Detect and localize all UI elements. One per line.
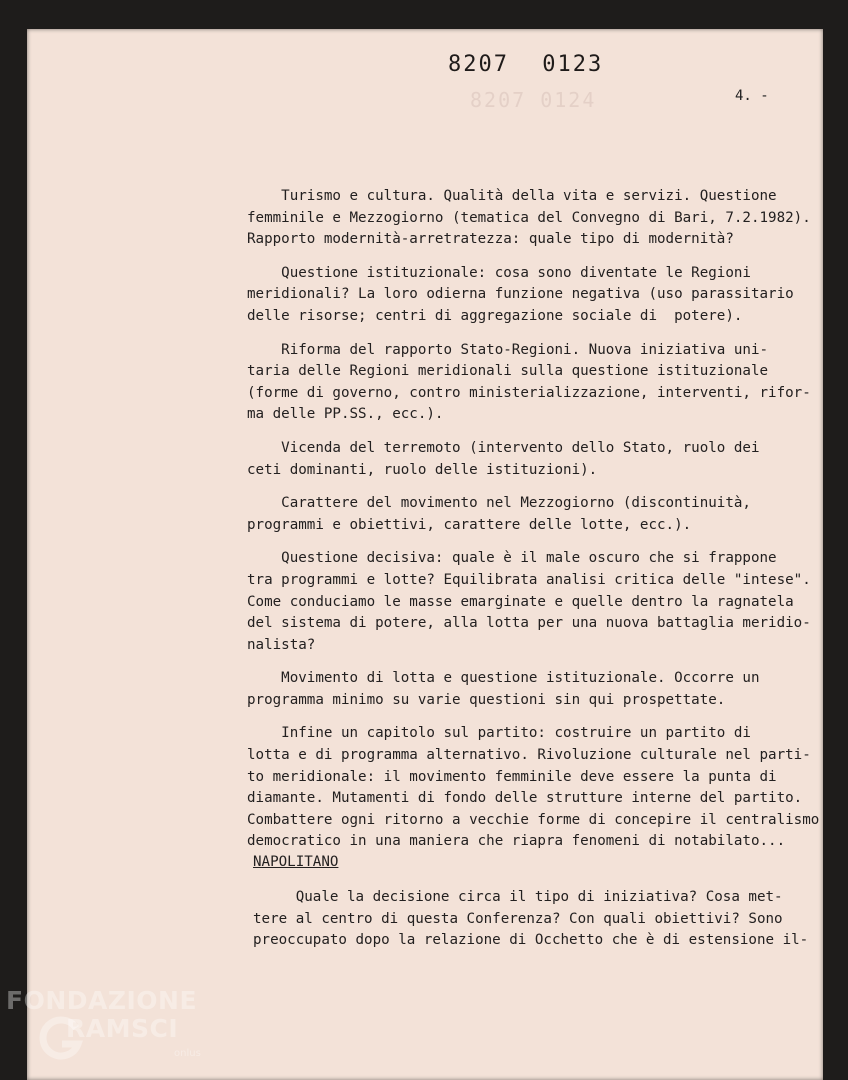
- text-line: tra programmi e lotte? Equilibrata analisi critica delle "intese".: [247, 571, 811, 588]
- paragraph: [247, 668, 787, 711]
- fondazione-gramsci-watermark: [6, 986, 221, 1076]
- text-line: Combattere ogni ritorno a vecchie forme di concepire il centralismo: [247, 811, 820, 828]
- text-line: del sistema di potere, alla lotta per una nuova battaglia meridio-: [247, 615, 811, 632]
- text-line: Infine un capitolo sul partito: costruire un partito di: [247, 725, 751, 742]
- text-line: Rapporto modernità-arretratezza: quale tipo di modernità?: [247, 231, 734, 248]
- text-line: ceti dominanti, ruolo delle istituzioni).: [247, 461, 598, 478]
- paragraph: [247, 438, 787, 481]
- page-number: 4. -: [735, 88, 769, 104]
- paragraph: [247, 340, 811, 426]
- text-line: preoccupato dopo la relazione di Occhetto che è di estensione il-: [253, 932, 809, 949]
- watermark-line1: FONDAZIONE: [6, 986, 198, 1015]
- text-line: taria delle Regioni meridionali sulla questione istituzionale: [247, 363, 769, 380]
- text-line: Come conduciamo le masse emarginate e quelle dentro la ragnatela: [247, 593, 794, 610]
- text-line: to meridionale: il movimento femminile deve essere la punta di: [247, 768, 777, 785]
- text-line: lotta e di programma alternativo. Rivoluzione culturale nel parti-: [247, 747, 811, 764]
- document-number: 8207 0123: [448, 52, 604, 77]
- text-line: Quale la decisione circa il tipo di iniziativa? Cosa met-: [253, 889, 783, 905]
- speaker-text: [253, 887, 809, 952]
- text-line: ma delle PP.SS., ecc.).: [247, 406, 444, 423]
- text-line: tere al centro di questa Conferenza? Con quali obiettivi? Sono: [253, 910, 783, 927]
- text-line: femminile e Mezzogiorno (tematica del Convegno di Bari, 7.2.1982).: [247, 209, 811, 226]
- paragraph: [247, 723, 820, 853]
- text-line: Questione decisiva: quale è il male oscuro che si frappone: [247, 550, 777, 567]
- text-line: Turismo e cultura. Qualità della vita e servizi. Questione: [247, 188, 777, 204]
- speaker-heading: NAPOLITANO: [253, 854, 339, 870]
- text-line: (forme di governo, contro ministerializzazione, interventi, rifor-: [247, 384, 811, 401]
- paragraph: [247, 186, 811, 251]
- bleed-through-number: 8207 0124: [470, 88, 597, 112]
- watermark-line2: RAMSCI: [66, 1014, 179, 1043]
- body-text: [247, 186, 820, 865]
- paragraph: [247, 493, 787, 536]
- text-line: Questione istituzionale: cosa sono diventate le Regioni: [247, 264, 751, 281]
- text-line: democratico in una maniera che riapra fenomeni di notabilato...: [247, 833, 786, 850]
- watermark-suffix: onlus: [174, 1048, 201, 1059]
- text-line: programma minimo su varie questioni sin qui prospettate.: [247, 691, 726, 708]
- text-line: Carattere del movimento nel Mezzogiorno (discontinuità,: [247, 495, 751, 512]
- text-line: programmi e obiettivi, carattere delle lotte, ecc.).: [247, 516, 692, 533]
- text-line: Vicenda del terremoto (intervento dello Stato, ruolo dei: [247, 439, 760, 456]
- text-line: Riforma del rapporto Stato-Regioni. Nuova iniziativa uni-: [247, 341, 769, 358]
- text-line: diamante. Mutamenti di fondo delle strutture interne del partito.: [247, 790, 803, 807]
- text-line: Movimento di lotta e questione istituzionale. Occorre un: [247, 670, 760, 687]
- paragraph: [247, 263, 794, 328]
- text-line: nalista?: [247, 636, 316, 653]
- text-line: delle risorse; centri di aggregazione sociale di potere).: [247, 307, 743, 324]
- paragraph: [247, 548, 811, 656]
- text-line: meridionali? La loro odierna funzione negativa (uso parassitario: [247, 286, 794, 303]
